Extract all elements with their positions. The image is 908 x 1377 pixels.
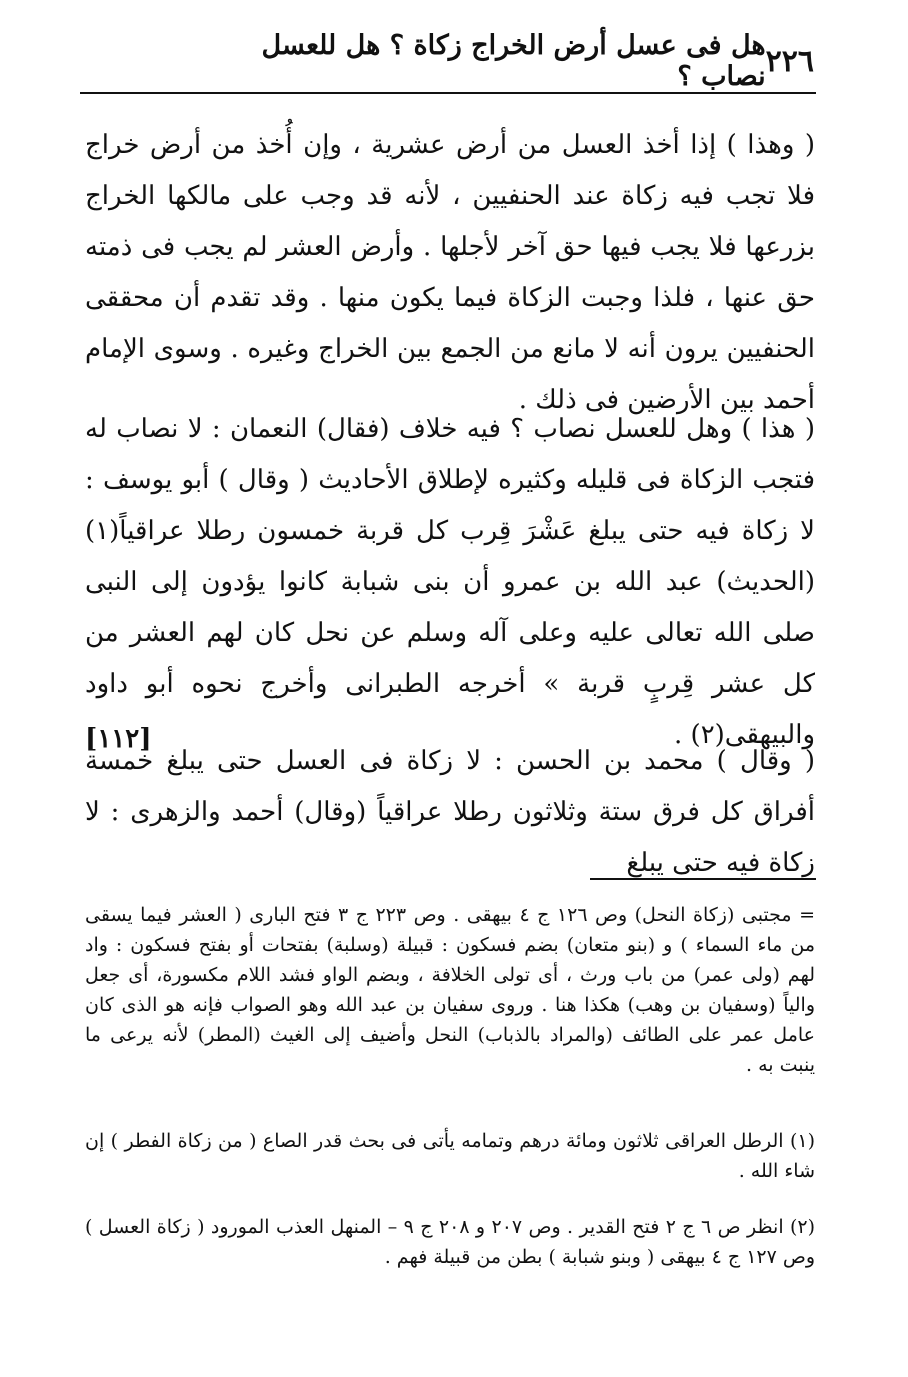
page-header — [90, 30, 814, 92]
page-number: ٢٢٦ — [765, 43, 814, 79]
header-divider — [80, 92, 816, 94]
paragraph-text — [85, 404, 815, 761]
footnote-text: (٢) انظر ص ٦ ج ٢ فتح القدير . وص ٢٠٧ و ٢٠٨ ج ٩ – المنهل العذب المورود ( زكاة العسل ) وص ١٢٧ ج ٤ بيهقى ( وبنو شبابة ) بطن من قبيلة فهم . — [85, 1216, 816, 1268]
footnote-text: = مجتبى (زكاة النحل) وص ١٢٦ ج ٤ بيهقى . وص ٢٢٣ ج ٣ فتح البارى ( العشر فيما يسقى من ماء السماء ) و (بنو متعان) بضم فسكون : قبيلة (وسلبة) بفتحات أو بفتح فسكون : واد لهم (ولى عمر) من باب ورث ، أى تولى الخلافة ، وبضم الواو فشد اللام مكسورة، أى جعل والياً (وسفيان بن وهب) هكذا هنا . وروى سفيان بن عبد الله وهو الصواب فإنه هو الذى كان عامل عمر على الطائف (والمراد بالذباب) النحل وأضيف إلى الغيث (المطر) لأنه يرعى ما ينبت به . — [85, 904, 816, 1076]
footnote-continuation — [85, 900, 815, 1080]
running-title: هل فى عسل أرض الخراج زكاة ؟ هل للعسل نصاب ؟ — [261, 30, 766, 92]
footnote-2 — [85, 1212, 815, 1272]
footnote-text: (١) الرطل العراقى ثلاثون ومائة درهم وتمامه يأتى فى بحث قدر الصاع ( من زكاة الفطر ) إن شاء الله . — [85, 1130, 815, 1182]
paragraph-2 — [85, 404, 815, 765]
paragraph-1 — [85, 120, 815, 426]
footnote-1 — [85, 1126, 815, 1186]
hadith-reference-number: [١١٢] — [85, 724, 152, 754]
footnote-divider — [590, 878, 816, 880]
paragraph-text: ( وهذا ) إذا أخذ العسل من أرض عشرية ، وإن أُخذ من أرض خراج فلا تجب فيه زكاة عند الحنفيين ، لأنه قد وجب على مالكها الخراج بزرعها فلا يجب فيها حق آخر لأجلها . وأرض العشر لم يجب فى ذمته حق عنها ، فلذا وجبت الزكاة فيما يكون منها . وقد تقدم أن محققى الحنفيين يرون أنه لا مانع من الجمع بين الخراج وغيره . وسوى الإمام أحمد بين الأرضين فى ذلك . — [85, 130, 815, 415]
paragraph-3 — [85, 736, 815, 889]
paragraph-body: ( هذا ) وهل للعسل نصاب ؟ فيه خلاف (فقال) النعمان : لا نصاب له فتجب الزكاة فى قليله وكثيره لإطلاق الأحاديث ( وقال ) أبو يوسف : لا زكاة فيه حتى يبلغ عَشْرَ قِرب كل قربة خمسون رطلا عراقياً(١) (الحديث) عبد الله بن عمرو أن بنى شبابة كانوا يؤدون إلى النبى صلى الله تعالى عليه وعلى آله وسلم عن نحل كان لهم العشر من كل عشر قِربٍ قربة » أخرجه الطبرانى وأخرج نحوه أبو داود والبيهقى(٢) . — [85, 414, 815, 750]
paragraph-text: ( وقال ) محمد بن الحسن : لا زكاة فى العسل حتى يبلغ خمسة أفراق كل فرق ستة وثلاثون رطلا عراقياً (وقال) أحمد والزهرى : لا زكاة فيه حتى يبلغ — [85, 746, 815, 878]
